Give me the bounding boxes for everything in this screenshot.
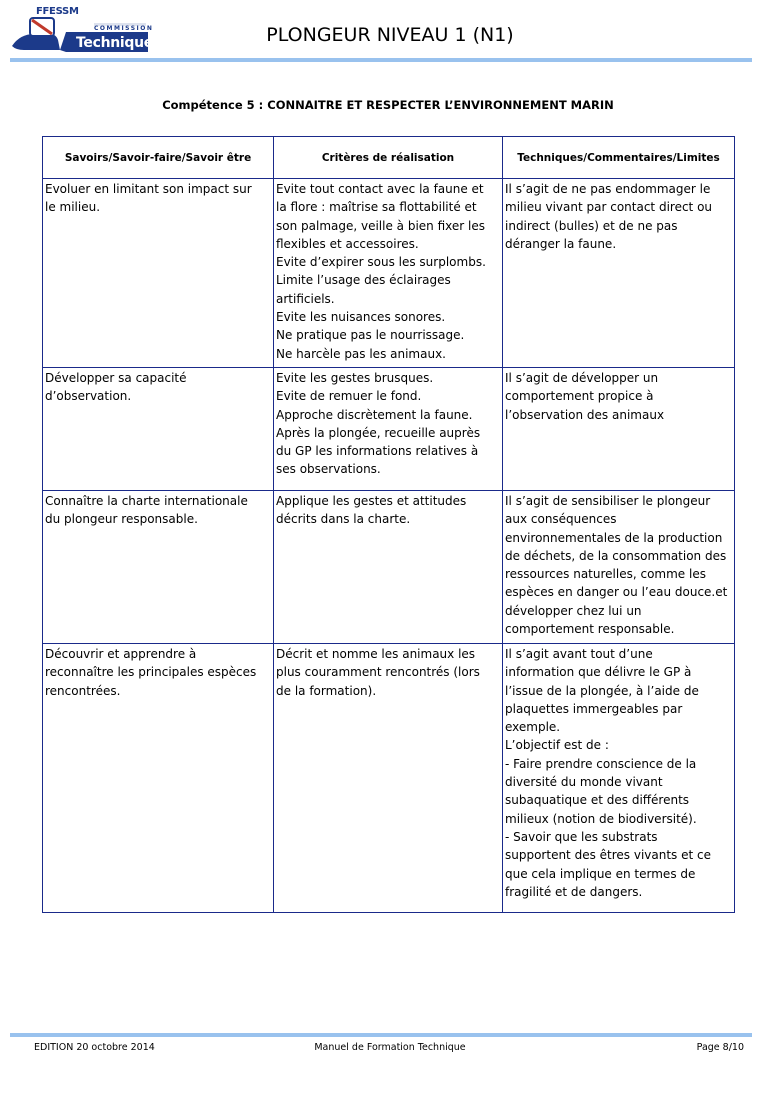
- cell-line: Approche discrètement la faune.: [276, 407, 473, 422]
- table-row: [43, 368, 735, 491]
- cell-techniques: [503, 368, 735, 491]
- cell-line: son palmage, veille à bien fixer les: [276, 218, 485, 233]
- cell-criteres: [274, 368, 503, 491]
- cell-line: milieux (notion de biodiversité).: [505, 811, 697, 826]
- cell-line: comportement propice à: [505, 389, 654, 404]
- cell-line: reconnaître les principales espèces: [45, 665, 257, 680]
- logo-name: Technique: [76, 35, 154, 51]
- cell-savoirs: [43, 644, 274, 913]
- cell-line: Il s’agit avant tout d’une: [505, 647, 653, 661]
- cell-line: milieu vivant par contact direct ou: [505, 200, 713, 215]
- cell-line: Il s’agit de ne pas endommager le: [505, 182, 711, 196]
- cell-savoirs: [43, 368, 274, 491]
- cell-line: espèces en danger ou l’eau douce.et: [505, 585, 728, 600]
- header-divider: [10, 58, 752, 62]
- footer-edition: EDITION 20 octobre 2014: [34, 1042, 155, 1053]
- cell-line: - Faire prendre conscience de la: [505, 756, 697, 771]
- header-savoirs: Savoirs/Savoir-faire/Savoir être: [43, 137, 274, 179]
- cell-line: fragilité et de dangers.: [505, 884, 643, 899]
- table-row: [43, 179, 735, 368]
- cell-techniques: [503, 179, 735, 368]
- cell-line: diversité du monde vivant: [505, 775, 663, 790]
- cell-line: du plongeur responsable.: [45, 512, 198, 527]
- cell-line: Connaître la charte internationale: [45, 494, 248, 508]
- cell-line: environnementales de la production: [505, 530, 723, 545]
- document-title: PLONGEUR NIVEAU 1 (N1): [266, 24, 514, 46]
- cell-criteres: [274, 644, 503, 913]
- table-header-row: [43, 137, 735, 179]
- cell-line: Il s’agit de sensibiliser le plongeur: [505, 494, 711, 508]
- header-criteres: Critères de réalisation: [274, 137, 503, 179]
- cell-line: L’objectif est de :: [505, 738, 609, 753]
- cell-line: Décrit et nomme les animaux les: [276, 647, 476, 661]
- cell-line: de déchets, de la consommation des: [505, 548, 727, 563]
- cell-line: Evite d’expirer sous les surplombs.: [276, 255, 486, 270]
- cell-savoirs: [43, 491, 274, 644]
- cell-line: plaquettes immergeables par: [505, 701, 683, 716]
- cell-line: décrits dans la charte.: [276, 512, 411, 527]
- cell-line: le milieu.: [45, 200, 101, 215]
- cell-line: que cela implique en termes de: [505, 866, 696, 881]
- cell-line: Applique les gestes et attitudes: [276, 494, 467, 508]
- cell-criteres: [274, 179, 503, 368]
- cell-line: Il s’agit de développer un: [505, 371, 659, 385]
- cell-line: supportent des êtres vivants et ce: [505, 848, 712, 863]
- cell-line: Ne harcèle pas les animaux.: [276, 346, 446, 361]
- cell-line: Ne pratique pas le nourrissage.: [276, 328, 465, 343]
- competence-title: Compétence 5 : CONNAITRE ET RESPECTER L’ENVIRONNEMENT MARIN: [162, 98, 614, 112]
- cell-line: Développer sa capacité: [45, 371, 187, 385]
- competence-table: [42, 136, 735, 913]
- cell-line: déranger la faune.: [505, 236, 617, 251]
- cell-line: la flore : maîtrise sa flottabilité et: [276, 200, 477, 215]
- logo-brand: FFESSM: [36, 6, 79, 17]
- cell-line: aux conséquences: [505, 512, 617, 527]
- cell-line: rencontrées.: [45, 683, 121, 698]
- cell-line: information que délivre le GP à: [505, 665, 692, 680]
- cell-line: Evite de remuer le fond.: [276, 389, 422, 404]
- cell-line: Evite tout contact avec la faune et: [276, 182, 484, 196]
- cell-line: comportement responsable.: [505, 622, 675, 637]
- header-techniques: Techniques/Commentaires/Limites: [503, 137, 735, 179]
- footer-manual: Manuel de Formation Technique: [314, 1042, 466, 1053]
- cell-line: Limite l’usage des éclairages: [276, 273, 451, 288]
- cell-criteres: [274, 491, 503, 644]
- cell-line: ressources naturelles, comme les: [505, 567, 706, 582]
- cell-line: développer chez lui un: [505, 603, 642, 618]
- cell-line: de la formation).: [276, 683, 377, 698]
- cell-line: subaquatique et des différents: [505, 793, 690, 808]
- cell-line: Evite les gestes brusques.: [276, 371, 434, 385]
- cell-line: Découvrir et apprendre à: [45, 647, 197, 661]
- footer-page-number: Page 8/10: [696, 1042, 744, 1053]
- cell-line: d’observation.: [45, 389, 132, 404]
- cell-line: ses observations.: [276, 462, 381, 477]
- footer-divider: [10, 1033, 752, 1037]
- cell-line: plus couramment rencontrés (lors: [276, 665, 480, 680]
- cell-line: flexibles et accessoires.: [276, 236, 419, 251]
- cell-line: l’issue de la plongée, à l’aide de: [505, 683, 699, 698]
- table-row: [43, 644, 735, 913]
- table-row: [43, 491, 735, 644]
- cell-line: indirect (bulles) et de ne pas: [505, 218, 678, 233]
- ffessm-logo: [10, 4, 154, 56]
- logo-subtitle: COMMISSION: [94, 25, 154, 32]
- cell-line: du GP les informations relatives à: [276, 444, 479, 459]
- cell-line: - Savoir que les substrats: [505, 829, 658, 844]
- cell-line: l’observation des animaux: [505, 407, 665, 422]
- cell-techniques: [503, 491, 735, 644]
- cell-line: Evoluer en limitant son impact sur: [45, 182, 252, 196]
- cell-line: Evite les nuisances sonores.: [276, 310, 446, 325]
- cell-line: Après la plongée, recueille auprès: [276, 425, 481, 440]
- cell-savoirs: [43, 179, 274, 368]
- cell-line: artificiels.: [276, 291, 335, 306]
- cell-techniques: [503, 644, 735, 913]
- cell-line: exemple.: [505, 720, 561, 735]
- page-header: [0, 0, 782, 64]
